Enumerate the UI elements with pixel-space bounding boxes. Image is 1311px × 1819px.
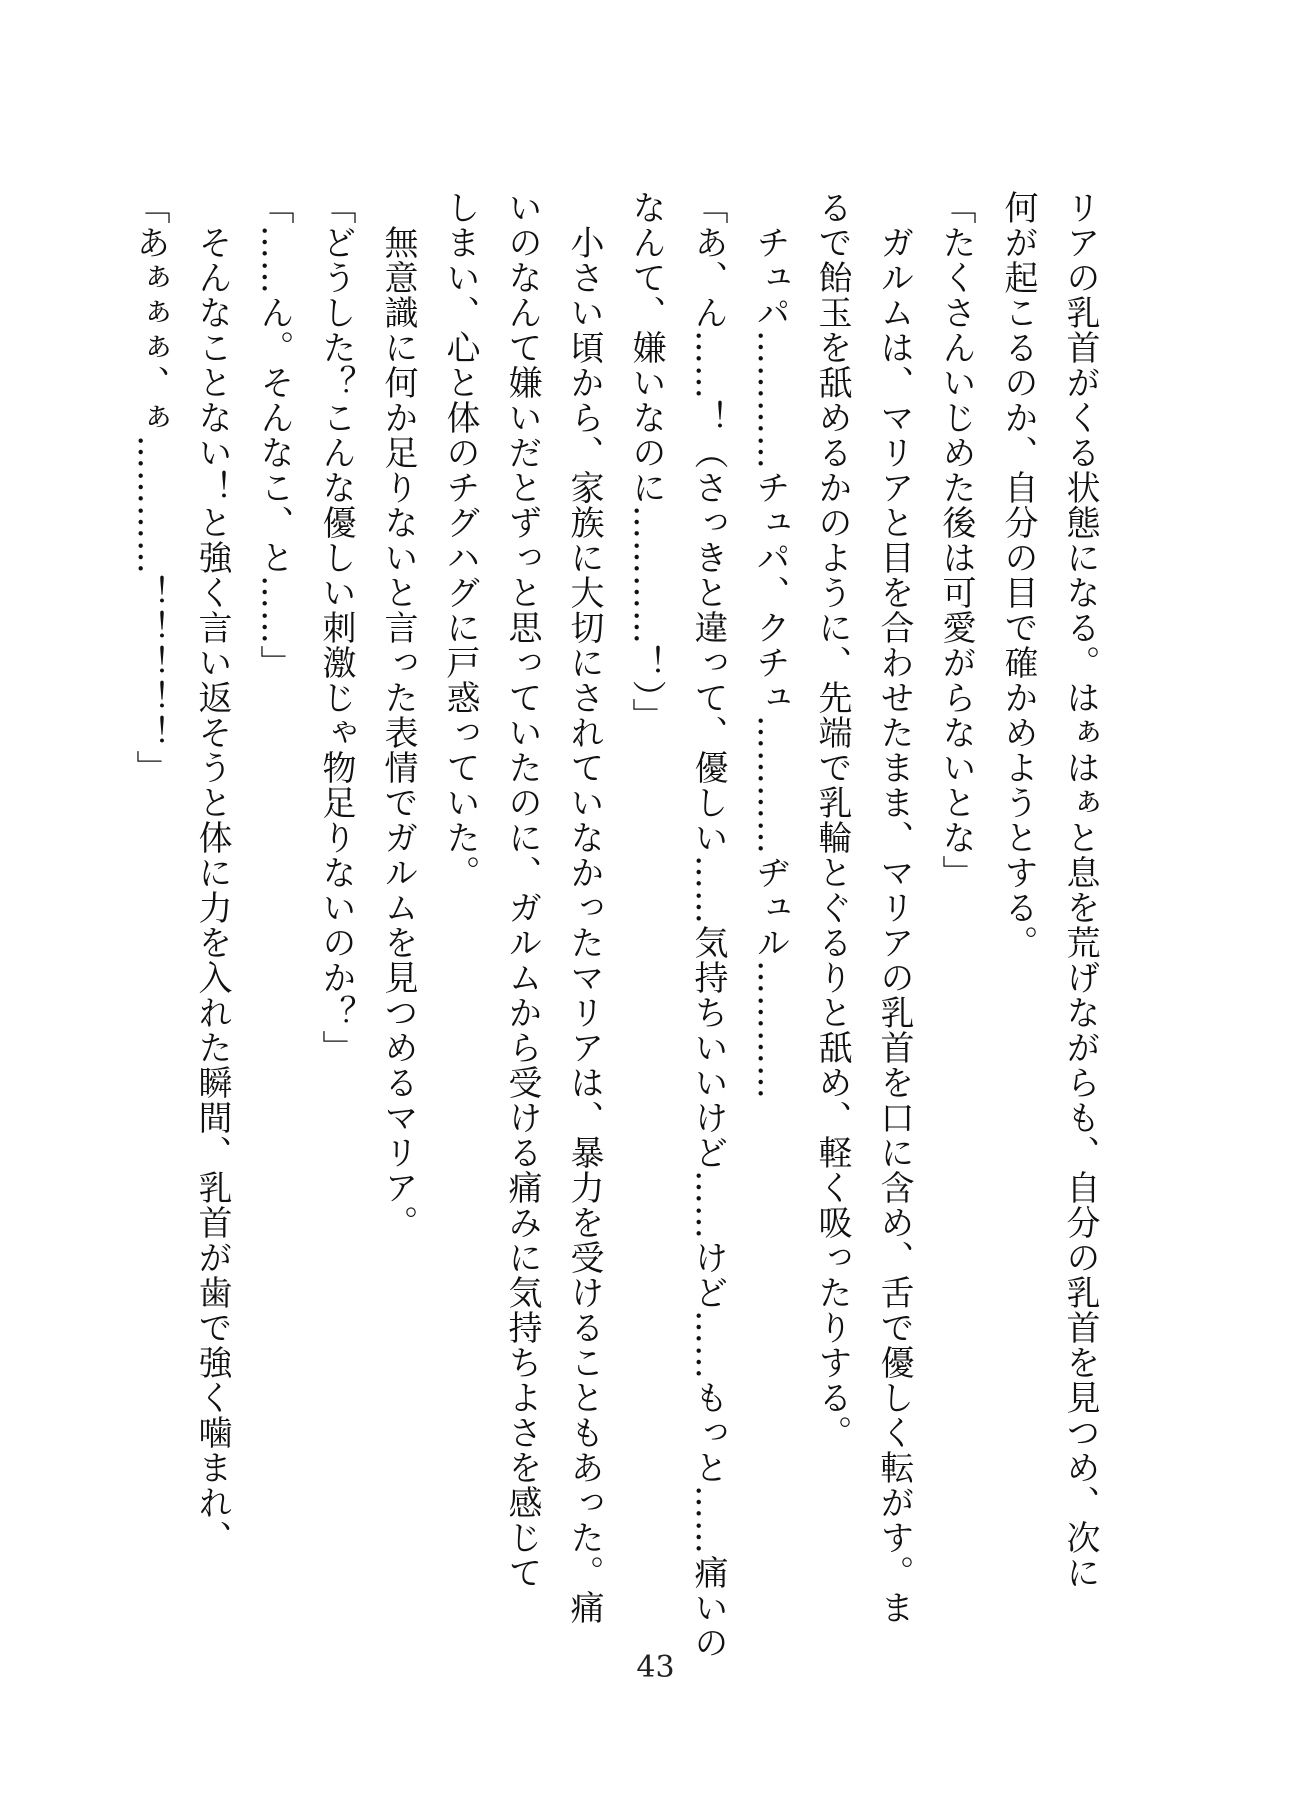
text-line-12: 無意識に何か足りないと言った表情でガルムを見つめるマリア。: [378, 190, 418, 1240]
text-line-13: 「どうした？こんな優しい刺激じゃ物足りないのか？」: [316, 190, 356, 1065]
text-line-8: なんて、嫌いなのに…………！）」: [626, 190, 666, 733]
text-line-16: 「あぁぁぁ、ぁ…………！！！！！」: [130, 190, 170, 785]
text-line-3: 「たくさんいじめた後は可愛がらないとな」: [936, 190, 976, 890]
text-line-1: リアの乳首がくる状態になる。はぁはぁと息を荒げながらも、自分の乳首を見つめ、次に: [1060, 190, 1100, 1590]
text-line-11: しまい、心と体のチグハグに戸惑っていた。: [440, 190, 480, 890]
text-line-4: ガルムは、マリアと目を合わせたまま、マリアの乳首を口に含め、舌で優しく転がす。ま: [874, 190, 914, 1625]
text-line-14: 「……ん。そんなこ、と……」: [254, 190, 294, 680]
text-line-5: るで飴玉を舐めるかのように、先端で乳輪とぐるりと舐め、軽く吸ったりする。: [812, 190, 852, 1450]
page-number: 43: [636, 1650, 675, 1685]
text-line-10: いのなんて嫌いだとずっと思っていたのに、ガルムから受ける痛みに気持ちよさを感じて: [502, 190, 542, 1590]
text-line-15: そんなことない！と強く言い返そうと体に力を入れた瞬間、乳首が歯で強く噛まれ、: [192, 190, 232, 1555]
text-line-6: チュパ…………チュパ、クチュ…………ヂュル…………: [750, 190, 790, 1100]
text-line-9: 小さい頃から、家族に大切にされていなかったマリアは、暴力を受けることもあった。痛: [564, 190, 604, 1625]
body-text: [119, 190, 1111, 1660]
text-line-7: 「あ、ん……！（さっきと違って、優しい……気持ちいいけど……けど……もっと……痛いの: [688, 190, 728, 1660]
text-line-2: 何が起こるのか、自分の目で確かめようとする。: [998, 190, 1038, 960]
